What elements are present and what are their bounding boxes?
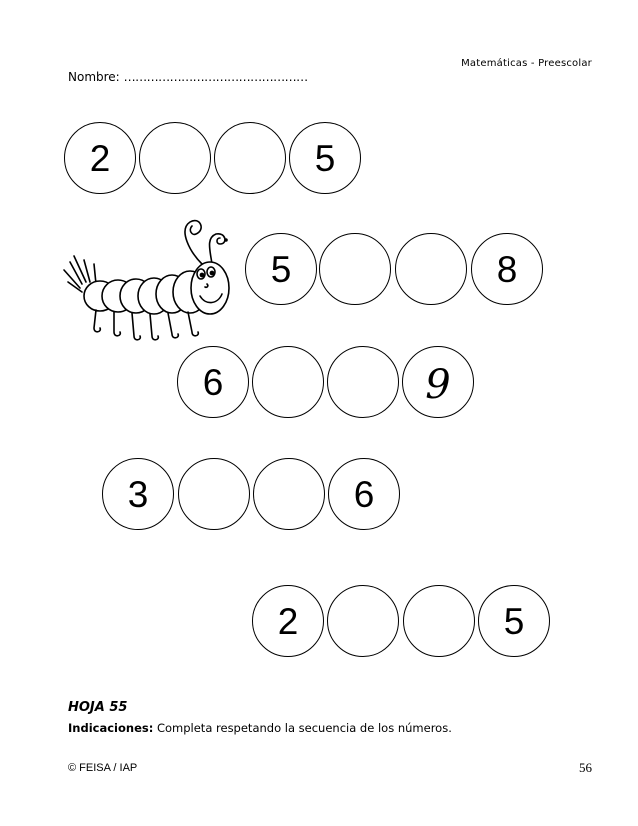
circle-number: 8 [496, 248, 518, 290]
circle-row5-2[interactable] [327, 585, 399, 657]
instructions-label: Indicaciones: [68, 721, 154, 735]
name-blank: ………………………………………… [123, 70, 308, 84]
circle-number: 5 [503, 600, 525, 642]
circle-row1-3[interactable] [214, 122, 286, 194]
page-number: 56 [579, 760, 592, 775]
circle-number: 5 [314, 137, 336, 179]
circle-row4-4 [328, 458, 400, 530]
caterpillar-illustration [60, 212, 240, 362]
circle-row4-3[interactable] [253, 458, 325, 530]
sheet-title: HOJA 55 [68, 700, 128, 715]
circle-row2-3[interactable] [395, 233, 467, 305]
circle-number: 2 [89, 137, 111, 179]
circle-number: 5 [270, 248, 292, 290]
circle-row2-1 [245, 233, 317, 305]
copyright: © FEISA / IAP [68, 762, 138, 774]
circle-row4-1 [102, 458, 174, 530]
circle-row5-1 [252, 585, 324, 657]
circle-row1-2[interactable] [139, 122, 211, 194]
circle-row5-4 [478, 585, 550, 657]
circle-row3-4 [402, 346, 474, 418]
name-line [68, 70, 308, 84]
name-label: Nombre: [68, 70, 120, 84]
circle-number: 3 [127, 473, 149, 515]
circle-row5-3[interactable] [403, 585, 475, 657]
instructions-text: Completa respetando la secuencia de los números. [156, 721, 452, 735]
circle-row2-4 [471, 233, 543, 305]
circle-number: 2 [277, 600, 299, 642]
subject-label: Matemáticas - Preescolar [461, 58, 592, 69]
circle-row3-3[interactable] [327, 346, 399, 418]
circle-row1-4 [289, 122, 361, 194]
circle-number: 6 [202, 361, 224, 403]
circle-row1-1 [64, 122, 136, 194]
instructions [68, 721, 452, 735]
circle-number: 9 [425, 362, 451, 408]
circle-row3-2[interactable] [252, 346, 324, 418]
circle-number: 6 [353, 473, 375, 515]
circle-row4-2[interactable] [178, 458, 250, 530]
circle-row2-2[interactable] [319, 233, 391, 305]
